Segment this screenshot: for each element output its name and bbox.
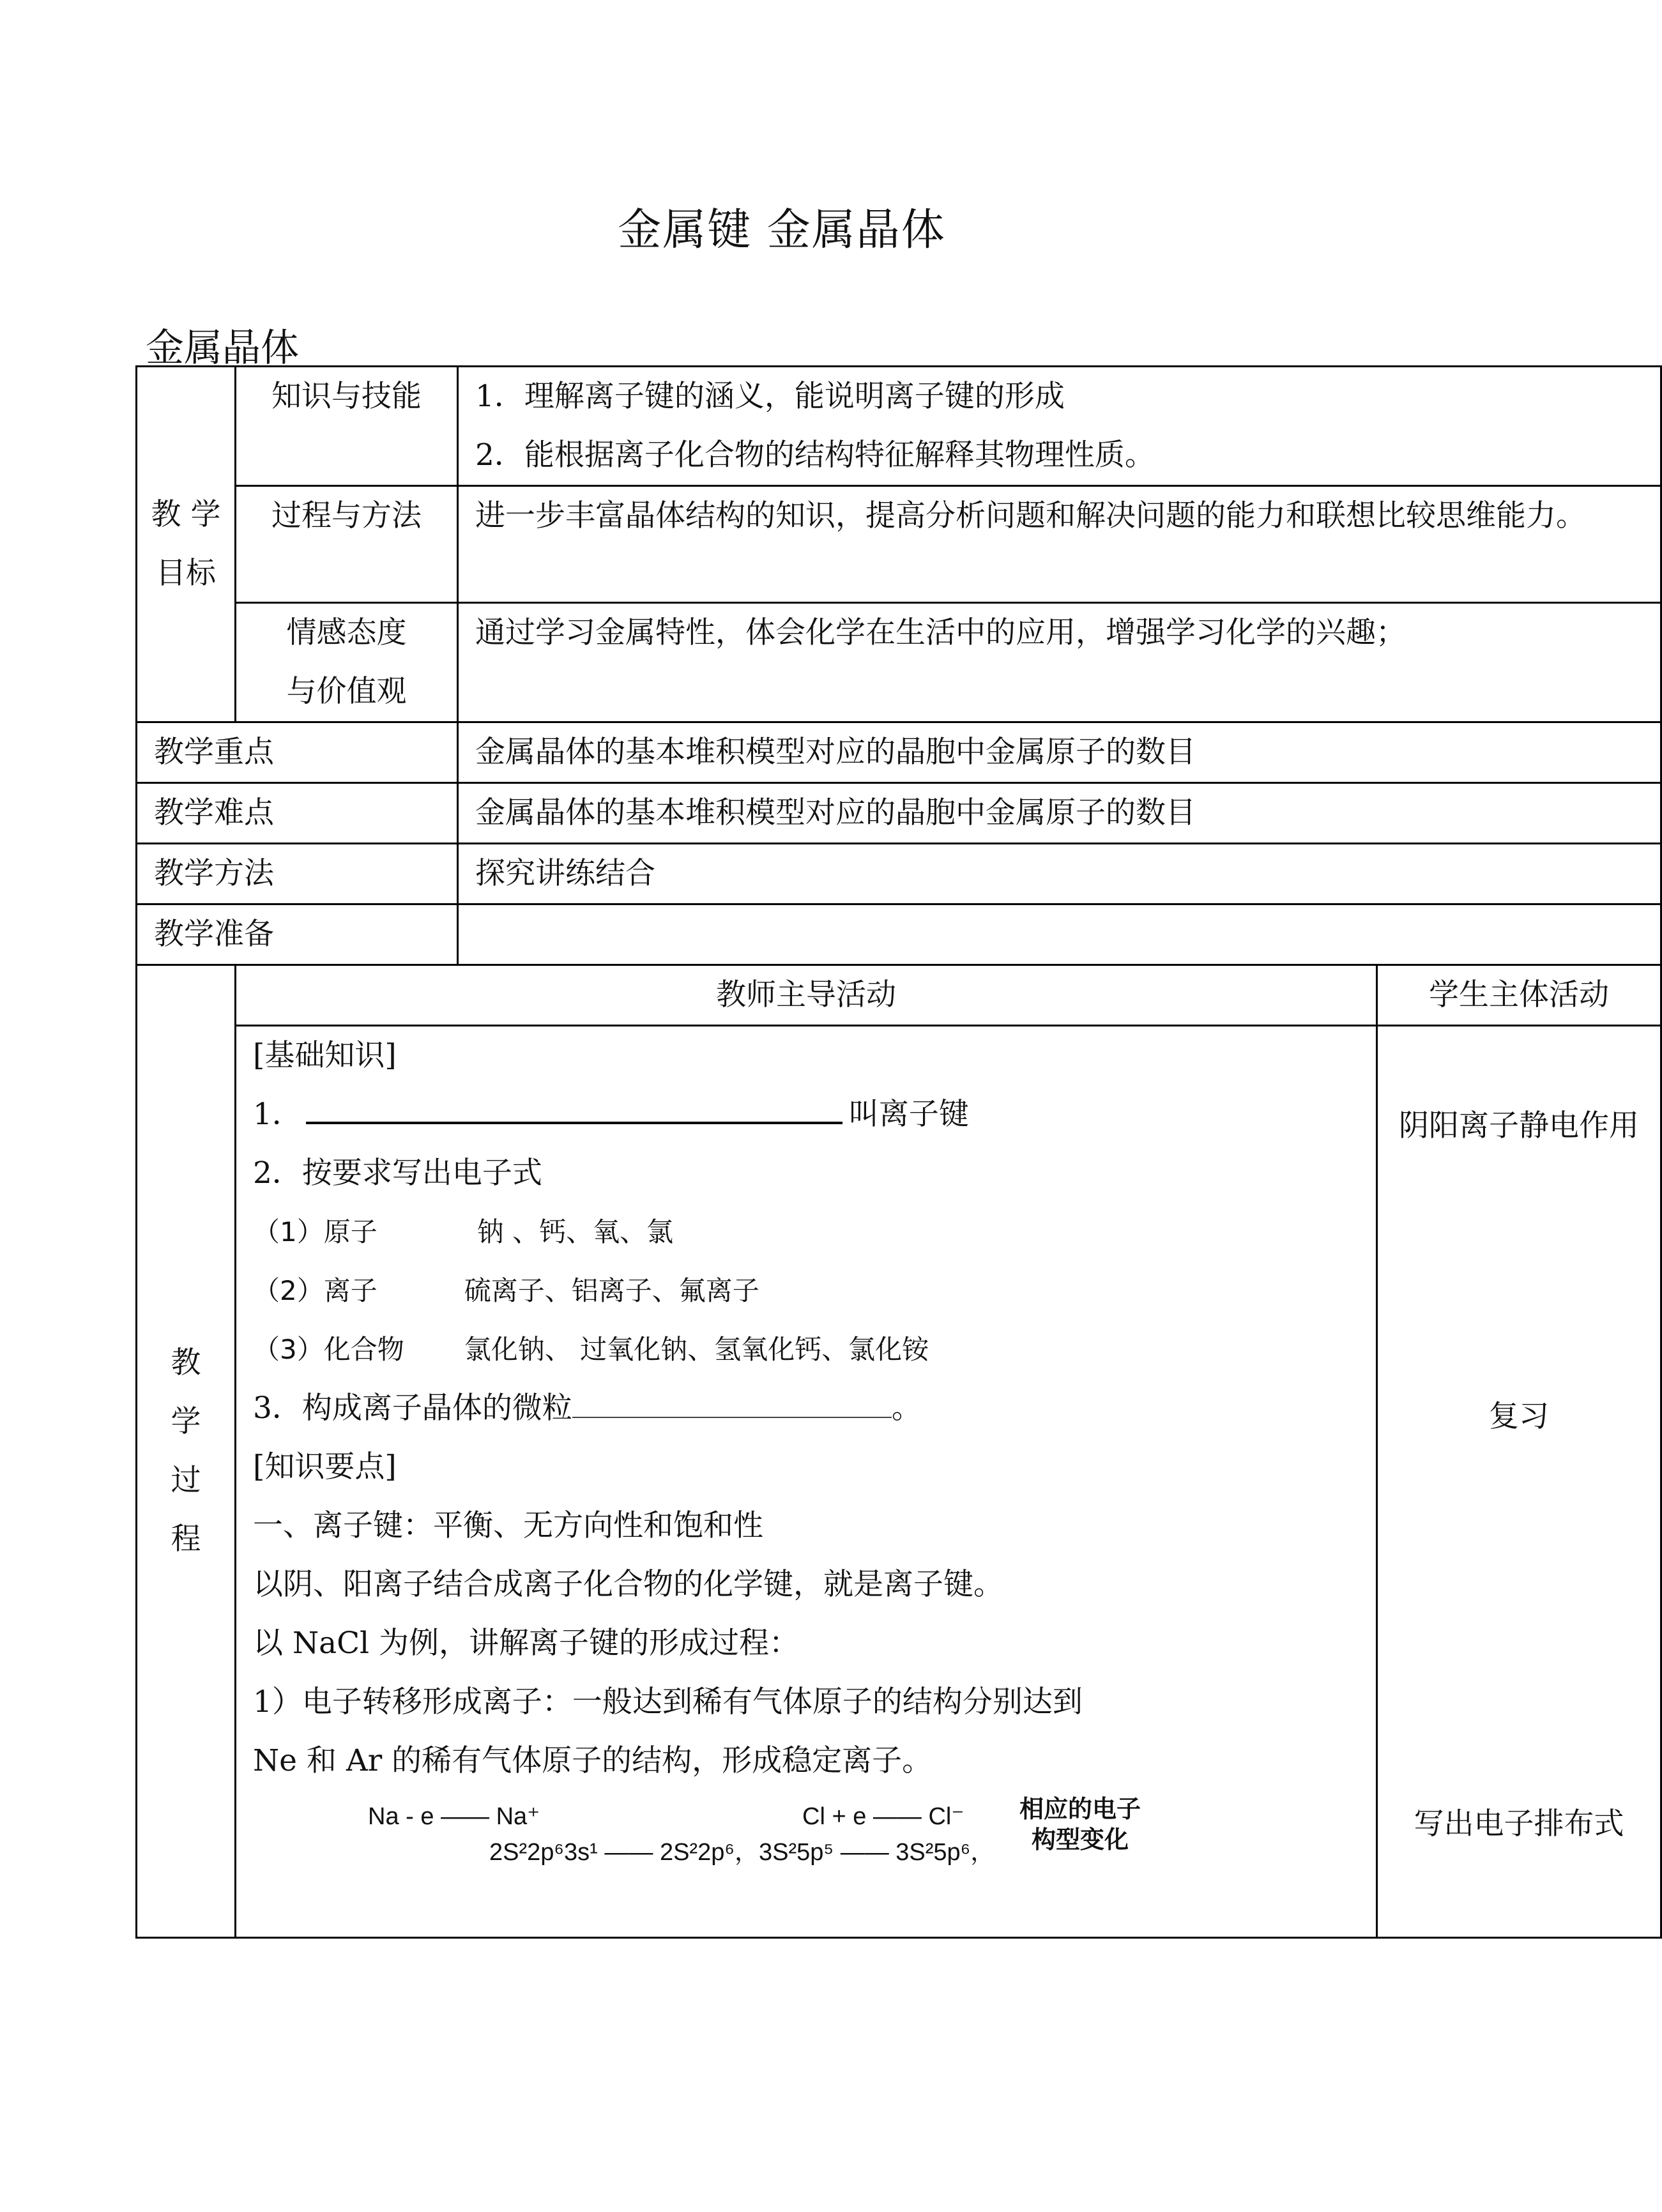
student-note-2: 复习 bbox=[1489, 1399, 1549, 1434]
knowledge-content: 1．理解离子键的涵义，能说明离子键的形成 2．能根据离子化合物的结构特征解释其物理性质。 bbox=[458, 367, 1661, 486]
student-activity-header: 学生主体活动 bbox=[1377, 965, 1661, 1026]
page-title: 金属键 金属晶体 bbox=[618, 205, 946, 256]
question-1: 1． 叫离子键 bbox=[253, 1097, 969, 1132]
process-category: 教 学 过 程 bbox=[137, 965, 236, 1938]
lesson-plan-table bbox=[135, 365, 1662, 1939]
key-point-value: 金属晶体的基本堆积模型对应的晶胞中金属原子的数目 bbox=[458, 722, 1661, 783]
section-title: 金属晶体 bbox=[146, 326, 299, 370]
point-3: 以 NaCl 为例，讲解离子键的形成过程： bbox=[253, 1626, 800, 1661]
method-label: 教学方法 bbox=[137, 844, 458, 904]
question-3: 3．构成离子晶体的微粒 。 bbox=[253, 1391, 922, 1426]
emotion-content: 通过学习金属特性，体会化学在生活中的应用，增强学习化学的兴趣； bbox=[458, 603, 1661, 722]
formula-na: Na - e —— Na⁺ bbox=[368, 1803, 540, 1830]
difficulty-value: 金属晶体的基本堆积模型对应的晶胞中金属原子的数目 bbox=[458, 783, 1661, 844]
answer-blank bbox=[306, 1096, 842, 1124]
list-item: （3）化合物 氯化钠、 过氧化钠、氢氧化钙、氯化铵 bbox=[253, 1334, 929, 1365]
preparation-value bbox=[458, 904, 1661, 965]
knowledge-label: 知识与技能 bbox=[236, 367, 458, 486]
emotion-label: 情感态度 与价值观 bbox=[236, 603, 458, 722]
question-2: 2．按要求写出电子式 bbox=[253, 1156, 542, 1191]
student-note-3: 写出电子排布式 bbox=[1414, 1806, 1624, 1842]
formula-config: 2S²2p⁶3s¹ —— 2S²2p⁶，3S²5p⁵ —— 3S²5p⁶， bbox=[489, 1839, 995, 1866]
method-value: 探究讲练结合 bbox=[458, 844, 1661, 904]
point-2: 以阴、阳离子结合成离子化合物的化学键，就是离子键。 bbox=[253, 1567, 1003, 1602]
teacher-activity-content bbox=[236, 1026, 1377, 1938]
answer-blank bbox=[572, 1391, 892, 1418]
process-label: 过程与方法 bbox=[236, 486, 458, 603]
formula-figure bbox=[253, 1790, 1376, 1880]
student-note-1: 阴阳离子静电作用 bbox=[1399, 1108, 1639, 1143]
formula-cl: Cl + e —— Cl⁻ bbox=[802, 1803, 964, 1830]
list-item: （1）原子 钠 、钙、氧、氯 bbox=[253, 1216, 674, 1247]
point-1: 一、离子键：平衡、无方向性和饱和性 bbox=[253, 1508, 763, 1543]
list-item: （2）离子 硫离子、铝离子、氟离子 bbox=[253, 1275, 759, 1306]
formula-note: 相应的电子 构型变化 bbox=[1019, 1796, 1141, 1854]
knowledge-points-label: [知识要点] bbox=[253, 1449, 397, 1484]
point-4b: Ne 和 Ar 的稀有气体原子的结构，形成稳定离子。 bbox=[253, 1743, 933, 1778]
goals-category: 教 学 目标 bbox=[137, 367, 236, 722]
student-activity-content bbox=[1377, 1026, 1661, 1938]
key-point-label: 教学重点 bbox=[137, 722, 458, 783]
difficulty-label: 教学难点 bbox=[137, 783, 458, 844]
basic-knowledge-label: [基础知识] bbox=[253, 1038, 397, 1073]
point-4a: 1）电子转移形成离子：一般达到稀有气体原子的结构分别达到 bbox=[253, 1684, 1083, 1720]
preparation-label: 教学准备 bbox=[137, 904, 458, 965]
process-content: 进一步丰富晶体结构的知识，提高分析问题和解决问题的能力和联想比较思维能力。 bbox=[458, 486, 1661, 603]
teacher-activity-header: 教师主导活动 bbox=[236, 965, 1377, 1026]
